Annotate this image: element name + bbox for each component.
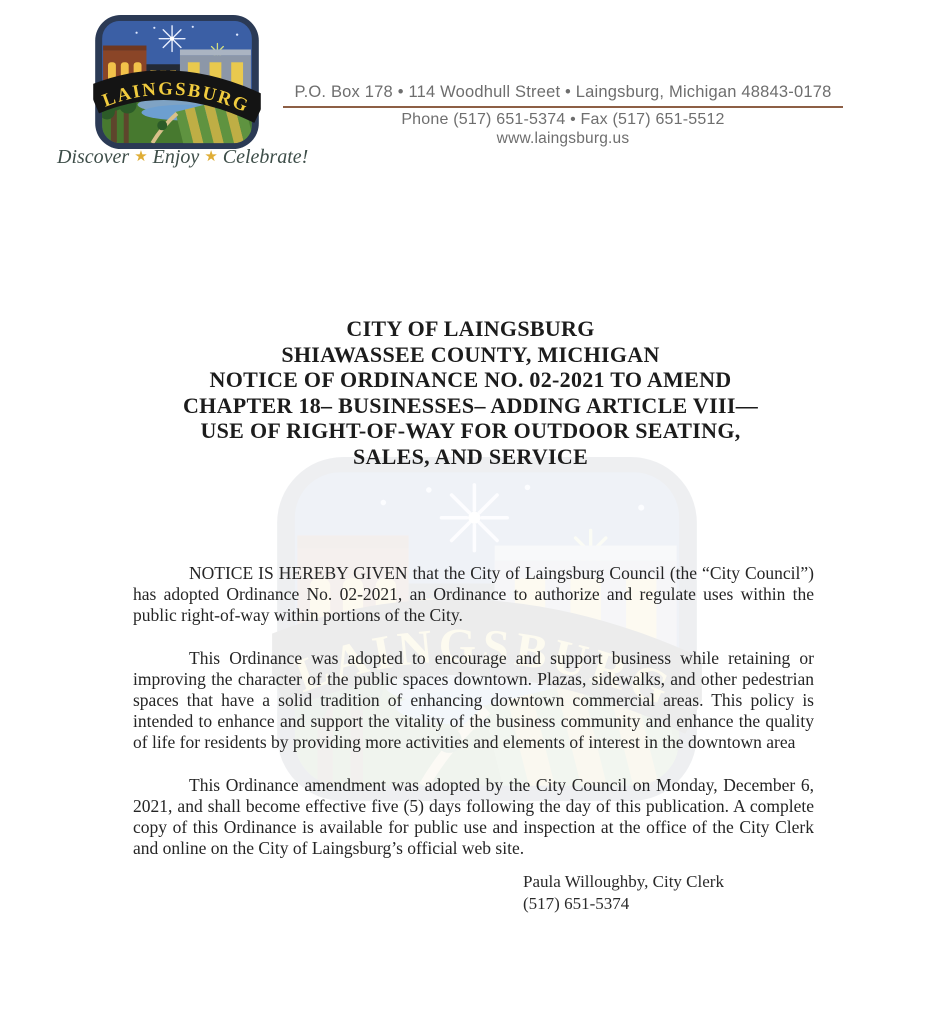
notice-paragraph-2: This Ordinance was adopted to encourage and support business while retaining or improving the character of the public spaces downtown. Plazas, sidewalks, and other pedestrian spaces that have a solid tradition of enhancing downtown commercial areas. This policy is intended to enhance and support the vitality of the business community and enhance the quality of life for residents by providing more activities and elements of interest in the downtown area xyxy=(133,648,814,752)
divider-rule xyxy=(283,106,843,108)
title-line-4: CHAPTER 18– BUSINESSES– ADDING ARTICLE VIII— xyxy=(182,392,758,418)
document-title xyxy=(0,316,941,469)
title-line-1: CITY OF LAINGSBURG xyxy=(346,316,595,341)
title-line-5: USE OF RIGHT-OF-WAY FOR OUTDOOR SEATING, xyxy=(200,418,741,443)
star-icon: ★ xyxy=(134,149,148,165)
signature-block xyxy=(523,871,724,914)
phone-fax-line: Phone (517) 651-5374 • Fax (517) 651-5512 xyxy=(401,111,725,128)
title-line-3: NOTICE OF ORDINANCE NO. 02-2021 TO AMEND xyxy=(209,367,732,392)
notice-paragraph-1: NOTICE IS HEREBY GIVEN that the City of Laingsburg Council (the “City Council”) has adopted Ordinance No. 02-2021, an Ordinance to authorize and regulate uses within the public right-of-way within portions of the City. xyxy=(133,563,814,625)
notice-body xyxy=(133,563,814,882)
tagline-enjoy: Enjoy xyxy=(152,146,200,168)
contact-block xyxy=(283,83,843,148)
website-line: www.laingsburg.us xyxy=(496,130,630,147)
signature-phone: (517) 651-5374 xyxy=(523,893,630,913)
tagline-celebrate: Celebrate! xyxy=(222,146,309,168)
notice-paragraph-3: This Ordinance amendment was adopted by the City Council on Monday, December 6, 2021, and shall become effective five (5) days following the day of this publication. A complete copy of this Ordinance is available for public use and inspection at the office of the City Clerk and online on the City of Laingsburg’s official web site. xyxy=(133,775,814,858)
title-line-2: SHIAWASSEE COUNTY, MICHIGAN xyxy=(281,341,660,367)
tagline-discover: Discover xyxy=(57,146,130,168)
title-line-6: SALES, AND SERVICE xyxy=(352,443,589,469)
city-logo-svg xyxy=(93,13,261,151)
city-logo xyxy=(93,13,261,151)
star-icon: ★ xyxy=(204,149,218,165)
signature-name: Paula Willoughby, City Clerk xyxy=(523,872,724,891)
tagline xyxy=(57,146,309,169)
address-line: P.O. Box 178 • 114 Woodhull Street • Laingsburg, Michigan 48843-0178 xyxy=(294,83,832,101)
